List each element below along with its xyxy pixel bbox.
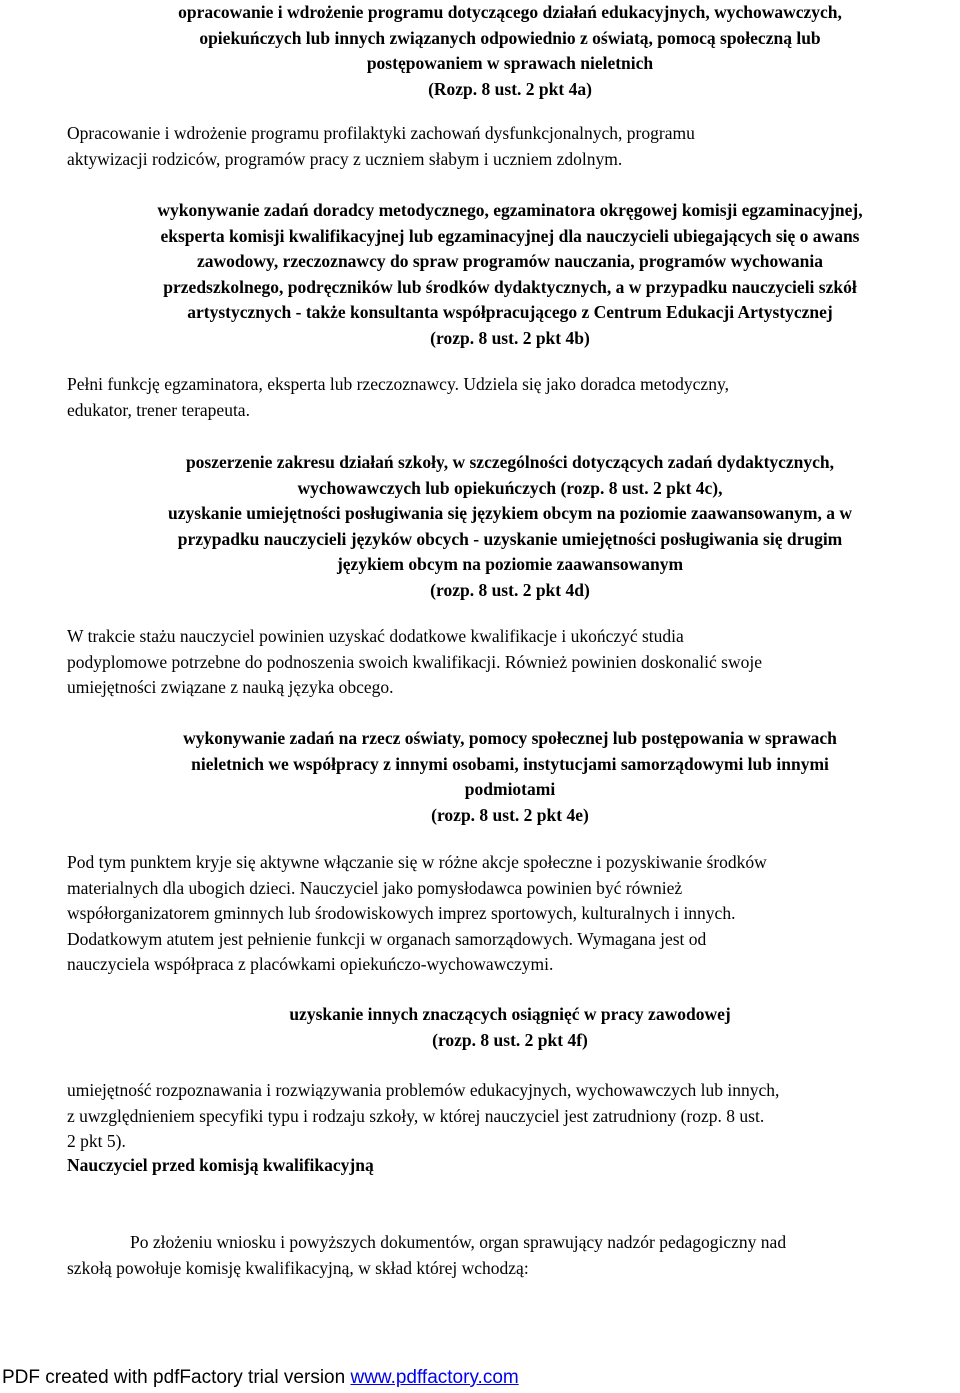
body-line: umiejętności związane z nauką języka obcego. bbox=[67, 677, 394, 697]
heading-line: przypadku nauczycieli języków obcych - uzyskanie umiejętności posługiwania się drugim bbox=[177, 528, 843, 549]
heading-line: (rozp. 8 ust. 2 pkt 4b) bbox=[430, 327, 590, 348]
body-line: nauczyciela współpraca z placówkami opiekuńczo-wychowawczymi. bbox=[67, 954, 554, 974]
section-body bbox=[67, 624, 960, 701]
heading-line: przedszkolnego, podręczników lub środków dydaktycznych, a w przypadku nauczycieli szkół bbox=[163, 276, 857, 297]
heading-line: wykonywanie zadań doradcy metodycznego, egzaminatora okręgowej komisji egzaminacyjnej, bbox=[157, 200, 863, 220]
section-body bbox=[67, 121, 960, 172]
heading-line: (rozp. 8 ust. 2 pkt 4d) bbox=[430, 579, 590, 600]
section-heading bbox=[60, 0, 960, 102]
section-heading bbox=[60, 450, 960, 603]
heading-line: opracowanie i wdrożenie programu dotyczącego działań edukacyjnych, wychowawczych, bbox=[178, 2, 842, 22]
heading-line: podmiotami bbox=[464, 779, 556, 799]
section-body bbox=[67, 1078, 960, 1155]
body-line: Pełni funkcję egzaminatora, eksperta lub rzeczoznawcy. Udziela się jako doradca metodyczny, bbox=[67, 374, 729, 394]
pdf-footer bbox=[2, 1364, 519, 1392]
heading-line: (Rozp. 8 ust. 2 pkt 4a) bbox=[428, 78, 592, 99]
footer-link[interactable]: www.pdffactory.com bbox=[350, 1367, 519, 1388]
body-line: Opracowanie i wdrożenie programu profilaktyki zachowań dysfunkcjonalnych, programu bbox=[67, 123, 695, 143]
body-line: materialnych dla ubogich dzieci. Nauczyciel jako pomysłodawca powinien być również bbox=[67, 877, 683, 898]
heading-line: opiekuńczych lub innych związanych odpowiednio z oświatą, pomocą społeczną lub bbox=[199, 27, 821, 48]
section-heading bbox=[60, 1002, 960, 1053]
heading-line: zawodowy, rzeczoznawcy do spraw programów nauczania, programów wychowania bbox=[197, 251, 823, 271]
heading-line: artystycznych - także konsultanta współpracującego z Centrum Edukacji Artystycznej bbox=[187, 302, 833, 322]
body-line: Po złożeniu wniosku i powyższych dokumentów, organ sprawujący nadzór pedagogiczny nad bbox=[130, 1232, 787, 1252]
footer-text: PDF created with pdfFactory trial version bbox=[2, 1367, 351, 1388]
heading-line: poszerzenie zakresu działań szkoły, w szczególności dotyczących zadań dydaktycznych, bbox=[185, 452, 835, 472]
section-heading bbox=[60, 198, 960, 351]
heading-line: (rozp. 8 ust. 2 pkt 4f) bbox=[432, 1029, 588, 1050]
body-line: edukator, trener terapeuta. bbox=[67, 399, 250, 420]
body-line: szkołą powołuje komisję kwalifikacyjną, w skład której wchodzą: bbox=[67, 1257, 529, 1278]
section-body bbox=[67, 1230, 960, 1281]
heading-line: (rozp. 8 ust. 2 pkt 4e) bbox=[431, 804, 589, 825]
body-line: Pod tym punktem kryje się aktywne włączanie się w różne akcje społeczne i pozyskiwanie środków bbox=[67, 852, 767, 872]
body-line: współorganizatorem gminnych lub środowiskowych imprez sportowych, kulturalnych i innych. bbox=[67, 903, 736, 923]
heading-line: językiem obcym na poziomie zaawansowanym bbox=[336, 554, 684, 574]
body-line: umiejętność rozpoznawania i rozwiązywania problemów edukacyjnych, wychowawczych lub innych, bbox=[67, 1080, 780, 1100]
section-body bbox=[67, 850, 960, 978]
heading-line: eksperta komisji kwalifikacyjnej lub egzaminacyjnej dla nauczycieli ubiegających się o awans bbox=[160, 225, 860, 246]
heading-line: wykonywanie zadań na rzecz oświaty, pomocy społecznej lub postępowania w sprawach bbox=[183, 728, 837, 748]
body-line: W trakcie stażu nauczyciel powinien uzyskać dodatkowe kwalifikacje i ukończyć studia bbox=[67, 626, 684, 646]
section-body bbox=[67, 372, 960, 423]
body-line: podyplomowe potrzebne do podnoszenia swoich kwalifikacji. Również powinien doskonalić swoje bbox=[67, 651, 762, 672]
body-line: z uwzględnieniem specyfiki typu i rodzaju szkoły, w której nauczyciel jest zatrudniony (rozp. 8 ust. bbox=[67, 1105, 765, 1126]
heading-line: postępowaniem w sprawach nieletnich bbox=[366, 53, 654, 73]
body-line: 2 pkt 5). bbox=[67, 1131, 126, 1151]
body-line: aktywizacji rodziców, programów pracy z uczniem słabym i uczniem zdolnym. bbox=[67, 148, 623, 169]
heading-line: wychowawczych lub opiekuńczych (rozp. 8 ust. 2 pkt 4c), bbox=[297, 477, 723, 498]
section-heading bbox=[60, 726, 960, 828]
section-heading: Nauczyciel przed komisją kwalifikacyjną bbox=[67, 1155, 374, 1175]
heading-line: uzyskanie innych znaczących osiągnięć w pracy zawodowej bbox=[289, 1004, 731, 1024]
heading-line: nieletnich we współpracy z innymi osobami, instytucjami samorządowymi lub innymi bbox=[191, 753, 829, 774]
body-line: Dodatkowym atutem jest pełnienie funkcji w organach samorządowych. Wymagana jest od bbox=[67, 928, 707, 949]
heading-line: uzyskanie umiejętności posługiwania się językiem obcym na poziomie zaawansowanym, a w bbox=[168, 503, 852, 523]
